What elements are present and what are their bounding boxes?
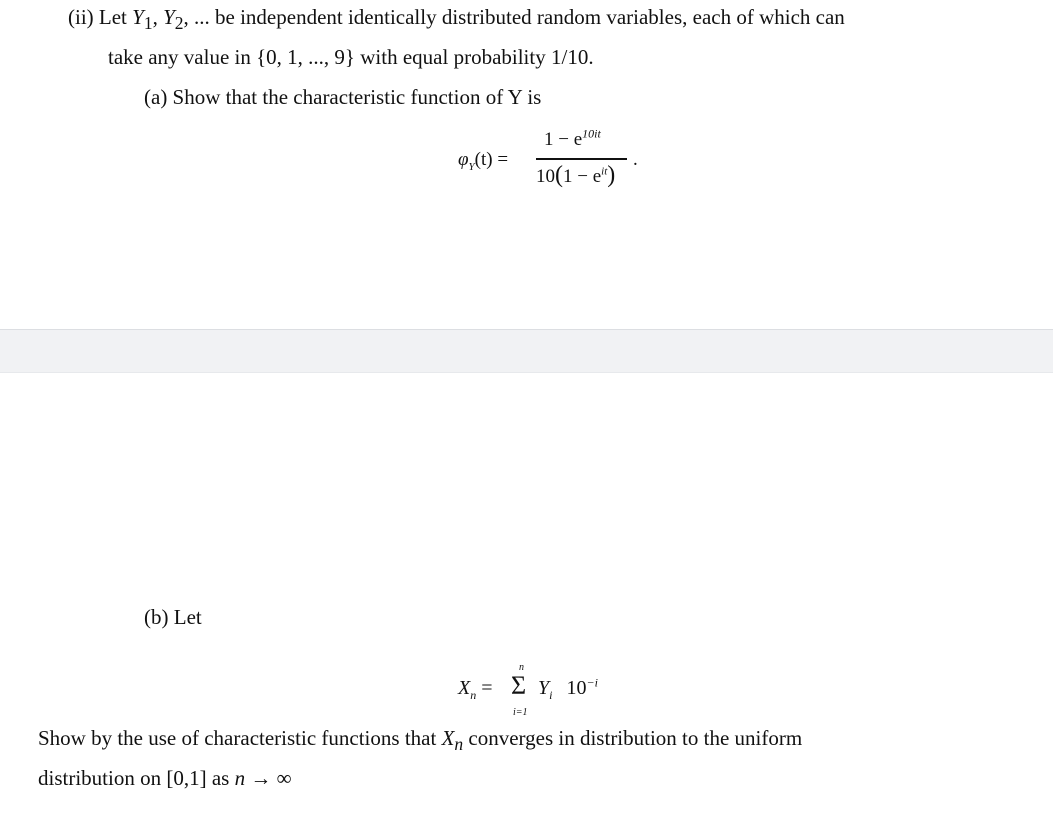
phi-argument: (t) = — [474, 149, 509, 170]
separator-band — [0, 329, 1053, 373]
part-b-last-line — [38, 765, 292, 791]
sum-upper-limit: n — [519, 662, 524, 673]
formula-lhs — [458, 148, 508, 172]
last-var: n — [234, 766, 246, 790]
show-subscript: n — [454, 734, 464, 755]
show-suffix: converges in distribution to the uniform — [463, 726, 803, 750]
formula-denominator — [536, 163, 615, 189]
part-ii-intro-line2: take any value in {0, 1, ..., 9} with equal probability 1/10. — [108, 45, 594, 69]
sum-term — [538, 676, 598, 700]
part-ii-line1-rest: , ... be independent identically distributed random variables, each of which can — [183, 5, 845, 29]
last-arrow: → ∞ — [245, 766, 292, 790]
denominator-coefficient: 10 — [536, 166, 555, 187]
var-y2-subscript: 2 — [174, 13, 184, 34]
sum-equals: = — [476, 677, 493, 699]
show-prefix: Show by the use of characteristic functions that — [38, 726, 442, 750]
separator: , — [152, 5, 164, 29]
part-a-prompt — [144, 84, 541, 110]
term-subscript: i — [549, 688, 553, 702]
part-b-show-line — [38, 725, 803, 755]
phi-subscript: Y — [468, 160, 475, 173]
xn-subscript: n — [470, 688, 477, 702]
sum-lhs — [458, 676, 493, 700]
sum-lower-limit: i=1 — [513, 707, 528, 718]
denominator-close-paren: ) — [607, 162, 616, 188]
show-var: X — [441, 726, 455, 750]
numerator-exponent: 10it — [582, 126, 601, 141]
part-a-var: Y — [507, 85, 523, 109]
part-b-label: (b) Let — [144, 605, 202, 629]
formula-period: . — [633, 149, 638, 170]
part-a-suffix: is — [522, 85, 542, 109]
var-y1: Y — [132, 5, 144, 29]
denominator-open-paren: ( — [555, 162, 563, 188]
denominator-inner: 1 − e — [563, 166, 602, 187]
phi-symbol: φ — [458, 149, 469, 170]
last-prefix: distribution on [0,1] as — [38, 766, 235, 790]
formula-numerator — [544, 128, 601, 152]
term-base: 10 — [566, 677, 587, 699]
var-y2: Y — [163, 5, 175, 29]
sigma-symbol: Σ — [511, 671, 527, 700]
xn-var: X — [458, 677, 471, 699]
part-ii-prefix: (ii) Let — [68, 5, 133, 29]
part-ii-intro-line1 — [68, 4, 845, 34]
part-a-prefix: (a) Show that the characteristic function of — [144, 85, 508, 109]
var-y1-subscript: 1 — [143, 13, 153, 34]
fraction-bar — [536, 158, 627, 160]
term-exponent: −i — [586, 675, 598, 690]
denominator-exponent: it — [601, 165, 608, 178]
numerator-base: 1 − e — [544, 129, 583, 150]
term-var: Y — [538, 677, 550, 699]
